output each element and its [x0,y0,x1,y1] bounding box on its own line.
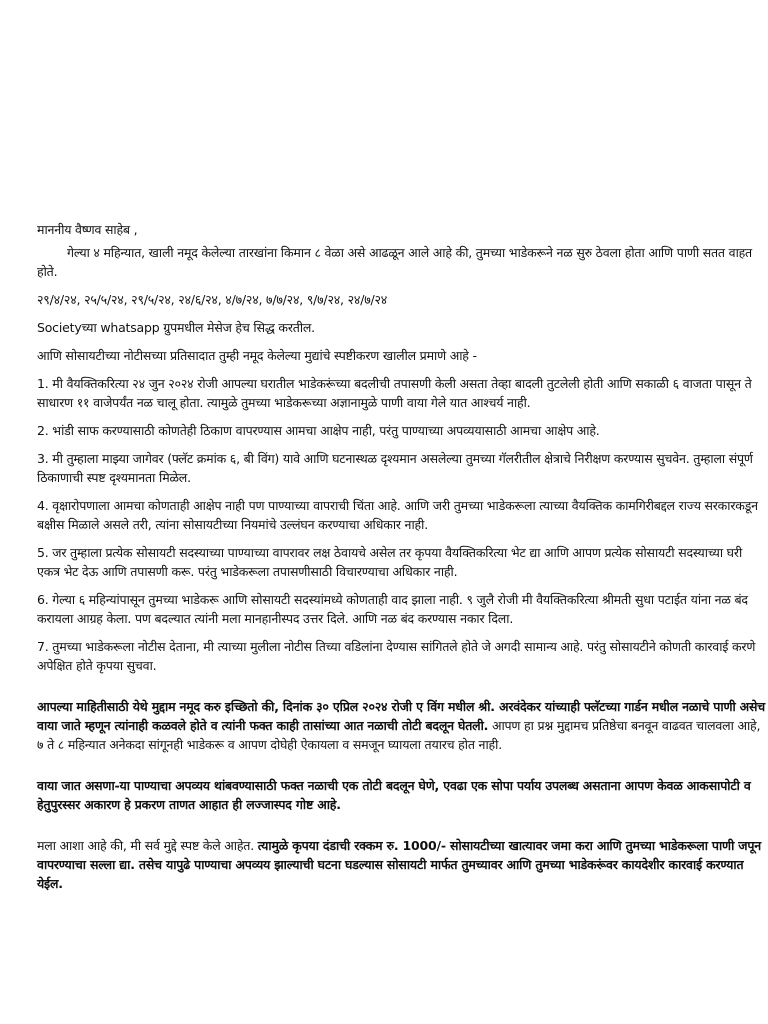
info-paragraph [37,697,765,754]
letter-body [37,220,765,893]
dates-line: २९/४/२४, २५/५/२४, २९/५/२४, २४/६/२४, ४/७/२४, ७/७/२४, ९/७/२४, २४/७/२४ [37,292,388,307]
point-3: 3. मी तुम्हाला माझ्या जागेवर (फ्लॅट क्रमांक ६, बी विंग) यावे आणि घटनास्थळ दृश्यमान असलेल्या तुमच्या गॅलरीतील क्षेत्राचे निरीक्षण करण्यास सुचवेन. तुम्हाला संपूर्ण ठिकाणाची स्पष्ट दृश्यमानता मिळेल. [37,451,753,485]
salutation: माननीय वैष्णव साहेब , [37,222,138,237]
intro-paragraph: गेल्या ४ महिन्यात, खाली नमूद केलेल्या तारखांना किमान ८ वेळा असे आढळून आले आहे की, तुमच्या भाडेकरूने नळ सुरु ठेवला होता आणि पाणी सतत वाहत होते. [37,245,752,279]
clarification-intro: आणि सोसायटीच्या नोटीसच्या प्रतिसादात तुम्ही नमूद केलेल्या मुद्यांचे स्पष्टीकरण खालील प्रमाणे आहे - [37,348,477,363]
closing-bold-text: त्यामुळे कृपया दंडाची रक्कम रु. 1000/- सोसायटीच्या खात्यावर जमा करा आणि तुमच्या भाडेकरूला पाणी जपून वापरण्याचा सल्ला द्या. तसेच यापुढे पाण्याचा अपव्यय झाल्याची घटना घडल्यास सोसायटी मार्फत तुमच्यावर आणि तुमच्या भाडेकरूंवर कायदेशीर कारवाई करण्यात येईल. [37,838,761,891]
point-2: 2. भांडी साफ करण्यासाठी कोणतेही ठिकाण वापरण्यास आमचा आक्षेप नाही, परंतु पाण्याच्या अपव्ययासाठी आमचा आक्षेप आहे. [37,423,600,438]
point-6: 6. गेल्या ६ महिन्यांपासून तुमच्या भाडेकरू आणि सोसायटी सदस्यांमध्ये कोणताही वाद झाला नाही. ९ जुलै रोजी मी वैयक्तिकरित्या श्रीमती सुधा पटाईत यांना नळ बंद करायला आग्रह केला. पण बदल्यात त्यांनी मला मानहानीस्पद उत्तर दिले. आणि नळ बंद करण्यास नकार दिला. [37,592,748,626]
point-7: 7. तुमच्या भाडेकरूला नोटीस देताना, मी त्याच्या मुलीला नोटीस तिच्या वडिलांना देण्यास सांगितले होते जे अगदी सामान्य आहे. परंतु सोसायटीने कोणती कारवाई करणे अपेक्षित होते कृपया सुचवा. [37,639,756,673]
info-normal-text: आपण हा प्रश्न मुद्दामच प्रतिष्ठेचा बनवून वाढवत चालवला आहे, ७ ते ८ महिन्यात अनेकदा सांगूनही भाडेकरू व आपण दोघेही ऐकायला व समजून घ्यायला तयारच होत नाही. [37,718,761,752]
point-1: 1. मी वैयक्तिकरित्या २४ जुन २०२४ रोजी आपल्या घरातील भाडेकरूंच्या बदलीची तपासणी केली असता तेव्हा बादली तुटलेली होती आणि सकाळी ६ वाजता पासून ते साधारण ११ वाजेपर्यंत नळ चालू होता. त्यामुळे तुमच्या भाडेकरूच्या अज्ञानामुळे पाणी वाया गेले यात आश्चर्य नाही. [37,376,752,410]
closing-paragraph [37,836,765,893]
whatsapp-line: Societyच्या whatsapp ग्रुपमधील मेसेज हेच सिद्ध करतील. [37,320,315,335]
info-bold-text: आपल्या माहितीसाठी येथे मुद्दाम नमूद करु इच्छितो की, दिनांक ३० एप्रिल २०२४ रोजी ए विंग मधील श्री. अरवंदेकर यांच्याही फ्लॅटच्या गार्डन मधील नळाचे पाणी असेच वाया जाते म्हणून त्यांनाही कळवले होते व त्यांनी फक्त काही तासांच्या आत नळाची तोटी बदलून घेतली. [37,699,766,733]
point-5: 5. जर तुम्हाला प्रत्येक सोसायटी सदस्याच्या पाण्याच्या वापरावर लक्ष ठेवायचे असेल तर कृपया वैयक्तिकरित्या भेट द्या आणि आपण प्रत्येक सोसायटी सदस्याच्या घरी एकत्र भेट देऊ आणि तपासणी करू. परंतु भाडेकरूला तपासणीसाठी विचारण्याचा अधिकार नाही. [37,545,742,579]
point-4: 4. वृक्षारोपणाला आमचा कोणताही आक्षेप नाही पण पाण्याच्या वापराची चिंता आहे. आणि जरी तुमच्या भाडेकरूला त्याच्या वैयक्तिक कामगिरीबद्दल राज्य सरकारकडून बक्षीस मिळाले असले तरी, त्यांना सोसायटीच्या नियमांचे उल्लंघन करण्याचा अधिकार नाही. [37,498,758,532]
waste-paragraph: वाया जात असणा-या पाण्याचा अपव्यय थांबवण्यासाठी फक्त नळाची एक तोटी बदलून घेणे, एवढा एक सोपा पर्याय उपलब्ध असताना आपण केवळ आकसापोटी व हेतुपुरस्सर अकारण हे प्रकरण ताणत आहात ही लज्जास्पद गोष्ट आहे. [37,778,751,812]
closing-normal-text: मला आशा आहे की, मी सर्व मुद्दे स्पष्ट केले आहेत. [37,838,258,853]
